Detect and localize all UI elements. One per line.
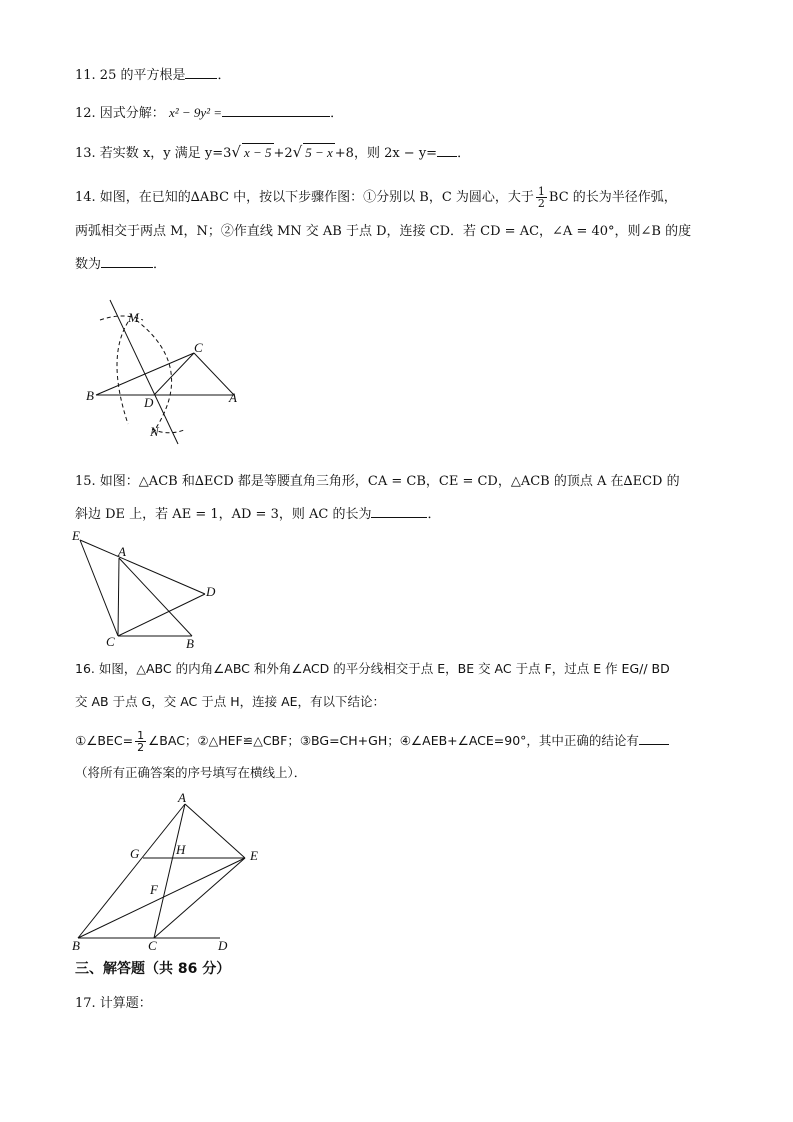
q13-mid: +2 xyxy=(273,146,293,161)
question-14-line-2: 两弧相交于两点 M，N；②作直线 MN 交 AB 于点 D，连接 CD．若 CD = AC，∠A = 40°，则∠B 的度 xyxy=(75,224,692,239)
label-g: G xyxy=(130,846,140,861)
question-16-line-3 xyxy=(75,730,669,753)
q14-line-3: 数为 xyxy=(75,257,102,272)
segment-bc xyxy=(96,353,194,395)
segment-cd xyxy=(154,353,194,395)
q13-radicand-2: 5 − x xyxy=(305,145,333,160)
label-n: N xyxy=(150,424,159,439)
segment-ed xyxy=(80,540,205,594)
q15-line-2: 斜边 DE 上，若 AE = 1，AD = 3，则 AC 的长为 xyxy=(75,507,372,522)
q12-end: ． xyxy=(330,106,344,121)
label-b: B xyxy=(72,938,80,953)
label-b: B xyxy=(186,636,194,651)
label-e: E xyxy=(72,528,80,543)
question-11 xyxy=(75,66,231,85)
fraction-denominator: 2 xyxy=(537,197,545,210)
label-a: A xyxy=(118,544,126,559)
section-heading: 三、解答题（共 86 分） xyxy=(75,961,231,977)
question-15-line-2 xyxy=(75,505,440,524)
label-f: F xyxy=(150,882,158,897)
label-a: A xyxy=(178,790,186,805)
segment-ce xyxy=(154,858,245,938)
q13-radicand-1: x − 5 xyxy=(243,145,272,160)
fraction-numerator: 1 xyxy=(537,185,545,198)
segment-ca xyxy=(194,353,234,395)
q13-end: ． xyxy=(457,146,471,161)
segment-be xyxy=(78,858,245,938)
label-c: C xyxy=(148,938,157,953)
q11-text: 11. 25 的平方根是 xyxy=(75,68,186,83)
q16-figure xyxy=(70,788,270,954)
fraction-numerator: 1 xyxy=(137,729,145,742)
answer-blank xyxy=(639,732,669,745)
question-15-line-1: 15. 如图：△ACB 和∆ECD 都是等腰直角三角形，CA = CB，CE = CD，△ACB 的顶点 A 在∆ECD 的 xyxy=(75,474,680,489)
label-h: H xyxy=(176,842,186,857)
q15-figure xyxy=(70,528,230,653)
question-16-line-4: （将所有正确答案的序号填写在横线上）． xyxy=(75,765,307,780)
question-16-line-2: 交 AB 于点 G，交 AC 于点 H，连接 AE，有以下结论： xyxy=(75,694,386,709)
label-d: D xyxy=(206,584,216,599)
answer-blank xyxy=(437,144,457,157)
q14-end: ． xyxy=(153,257,167,272)
q15-end: ． xyxy=(427,507,441,522)
question-14-line-3 xyxy=(75,255,166,274)
segment-cd xyxy=(118,594,205,636)
question-17: 17. 计算题： xyxy=(75,996,152,1011)
q12-math: x² − 9y² = xyxy=(168,105,223,120)
segment-ab xyxy=(78,804,185,938)
fraction-denominator: 2 xyxy=(137,741,145,754)
label-a: A xyxy=(229,390,237,405)
q13-tail: +8，则 2x − y= xyxy=(334,146,438,161)
q16-line-3b: ∠BAC；②△HEF≌△CBF；③BG=CH+GH；④∠AEB+∠ACE=90°，其中正确的结论有 xyxy=(148,733,639,748)
q11-end: ． xyxy=(217,68,231,83)
label-d: D xyxy=(218,938,228,953)
answer-blank xyxy=(371,505,427,518)
label-b: B xyxy=(86,388,94,403)
q12-prefix: 12. 因式分解： xyxy=(75,106,165,121)
arc-left xyxy=(117,322,128,424)
question-14-line-1 xyxy=(75,186,677,209)
label-d: D xyxy=(144,395,154,410)
q14-figure xyxy=(88,298,248,448)
question-12 xyxy=(75,104,343,123)
answer-blank xyxy=(185,66,217,79)
fraction-one-half xyxy=(536,186,547,209)
answer-blank xyxy=(101,255,153,268)
arc-right xyxy=(136,320,172,434)
question-13 xyxy=(75,143,470,163)
line-mn xyxy=(110,300,178,444)
label-m: M xyxy=(128,310,139,325)
question-16-line-1: 16. 如图，△ABC 的内角∠ABC 和外角∠ACD 的平分线相交于点 E，BE 交 AC 于点 F，过点 E 作 EG// BD xyxy=(75,661,670,676)
fraction-one-half xyxy=(135,730,146,753)
segment-ac xyxy=(118,558,119,636)
radical-sign: √ xyxy=(231,143,241,161)
label-e: E xyxy=(250,848,258,863)
label-c: C xyxy=(106,634,115,649)
q14-line-1a: 14. 如图，在已知的∆ABC 中，按以下步骤作图：①分别以 B，C 为圆心，大于 xyxy=(75,190,534,205)
segment-ab xyxy=(119,558,192,636)
answer-blank xyxy=(222,104,330,117)
q13-prefix: 13. 若实数 x，y 满足 y=3 xyxy=(75,146,232,161)
radical-sign: √ xyxy=(292,143,303,161)
q16-line-3a: ①∠BEC= xyxy=(75,733,134,748)
q14-line-1b: BC 的长为半径作弧， xyxy=(548,190,677,205)
segment-ae xyxy=(185,804,245,858)
label-c: C xyxy=(194,340,203,355)
